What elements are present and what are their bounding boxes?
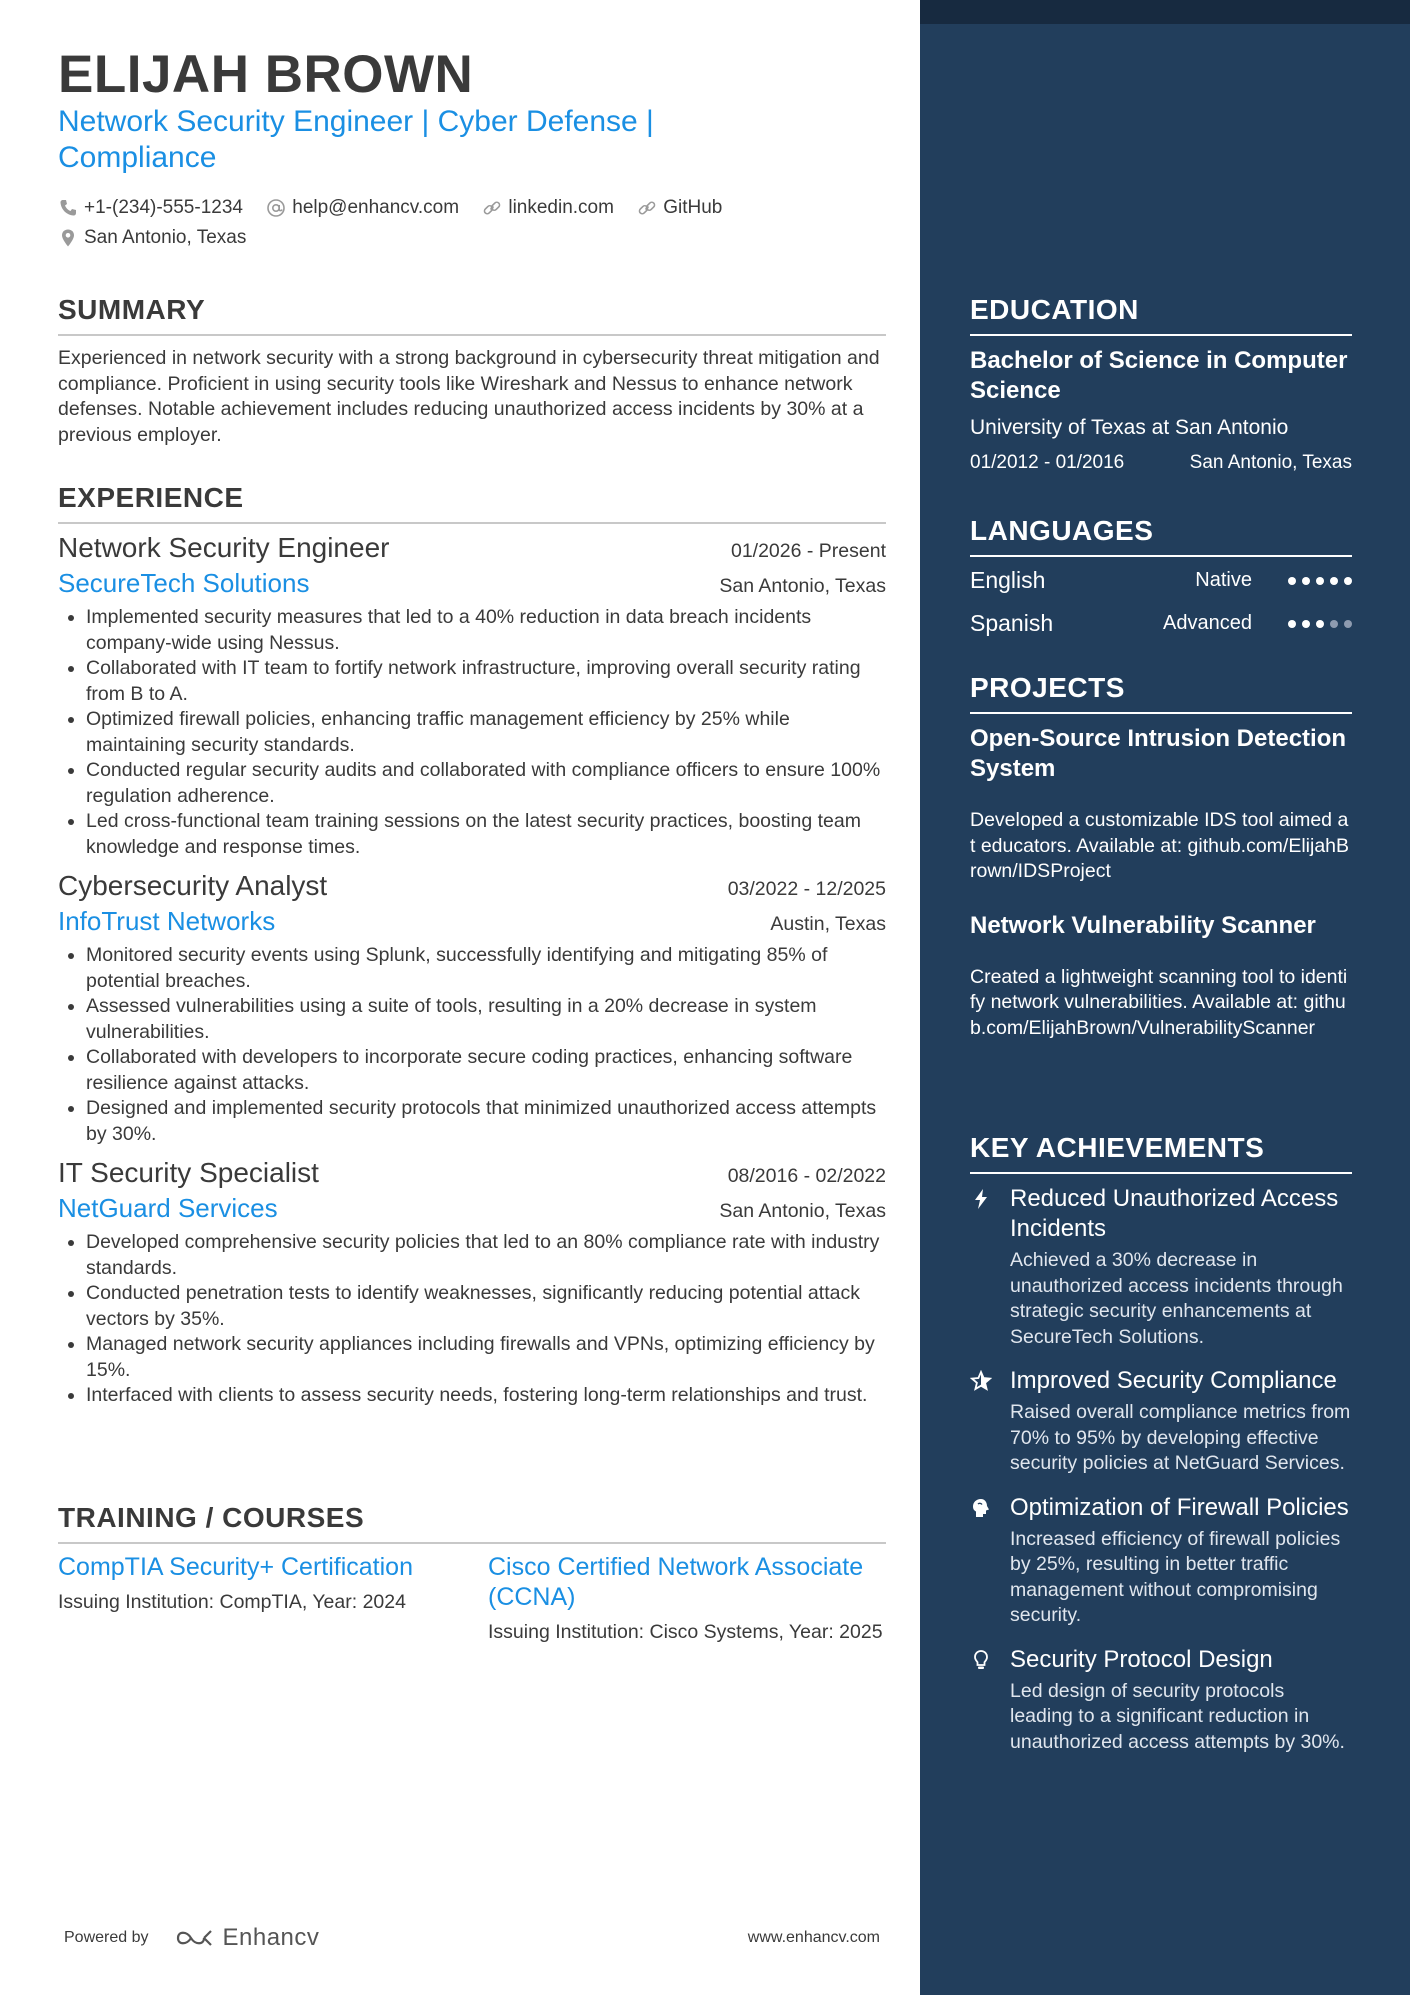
- list-item: • Monitored security events using Splunk, successfully identifying and mitigating 85% of potential breaches.: [86, 943, 886, 994]
- job-location: San Antonio, Texas: [719, 1200, 886, 1222]
- achievement-desc: Increased efficiency of firewall policies by 25%, resulting in better traffic management without compromising security.: [1010, 1527, 1341, 1626]
- job-location: Austin, Texas: [770, 913, 886, 935]
- brain-icon: [970, 1497, 992, 1519]
- contact-github[interactable]: [637, 194, 722, 222]
- job-date: 01/2026 - Present: [730, 540, 886, 562]
- section-divider: [970, 334, 1352, 336]
- section-divider: [58, 334, 886, 336]
- link-icon: [482, 198, 502, 218]
- course-desc: Issuing Institution: CompTIA, Year: 2024: [58, 1591, 406, 1613]
- list-item: • Collaborated with IT team to fortify network infrastructure, improving overall security rating from B to A.: [86, 656, 886, 707]
- enhancv-brand-text: Enhancv: [222, 1924, 320, 1951]
- lightning-icon: [970, 1188, 992, 1210]
- language-level: Native: [1195, 569, 1252, 591]
- job-location: San Antonio, Texas: [719, 575, 886, 597]
- project-title: Open-Source Intrusion Detection System: [970, 725, 1347, 782]
- achievement-item: [970, 1645, 1352, 1756]
- languages-title: LANGUAGES: [970, 515, 1154, 546]
- job-title: Network Security Engineer: [58, 532, 390, 563]
- job-date: 08/2016 - 02/2022: [727, 1165, 886, 1187]
- achievements-section: [970, 1132, 1352, 1755]
- experience-title: EXPERIENCE: [58, 482, 244, 513]
- course-desc: Issuing Institution: Cisco Systems, Year: 2025: [488, 1621, 883, 1643]
- section-divider: [970, 712, 1352, 714]
- education-dates: 01/2012 - 01/2016: [970, 452, 1125, 473]
- job-bullets: [58, 605, 886, 860]
- location-text: San Antonio, Texas: [84, 227, 247, 248]
- rating-dot-filled: [1316, 620, 1324, 628]
- summary-section: [58, 294, 886, 448]
- course-entry: [488, 1552, 886, 1646]
- github-text: GitHub: [663, 197, 723, 218]
- rating-dot-filled: [1316, 577, 1324, 585]
- course-entry: [58, 1552, 488, 1646]
- rating-dot-empty: [1344, 620, 1352, 628]
- job-company[interactable]: SecureTech Solutions: [58, 568, 310, 598]
- list-item: • Developed comprehensive security policies that led to an 80% compliance rate with industry standards.: [86, 1230, 886, 1281]
- achievements-title: KEY ACHIEVEMENTS: [970, 1132, 1265, 1163]
- rating-dot-filled: [1344, 577, 1352, 585]
- powered-by-text: Powered by: [64, 1929, 149, 1946]
- language-name: English: [970, 567, 1046, 593]
- headline: Network Security Engineer | Cyber Defense | Compliance: [58, 105, 654, 174]
- rating-dot-filled: [1288, 620, 1296, 628]
- list-item: • Designed and implemented security protocols that minimized unauthorized access attempts by 30%.: [86, 1096, 886, 1147]
- list-item: • Managed network security appliances including firewalls and VPNs, optimizing efficiency by 15%.: [86, 1332, 886, 1383]
- job-bullets: [58, 943, 886, 1147]
- education-location: San Antonio, Texas: [1189, 452, 1352, 473]
- training-section: [58, 1502, 886, 1646]
- list-item: • Optimized firewall policies, enhancing traffic management efficiency by 25% while maintaining security standards.: [86, 707, 886, 758]
- education-degree: Bachelor of Science in Computer Science: [970, 347, 1348, 404]
- at-icon: [266, 198, 286, 218]
- projects-section: [970, 672, 1352, 1041]
- sidebar: [920, 0, 1410, 1995]
- course-title[interactable]: Cisco Certified Network Associate (CCNA): [488, 1553, 864, 1611]
- project-title: Network Vulnerability Scanner: [970, 911, 1316, 939]
- job-entry: [58, 870, 886, 1147]
- language-name: Spanish: [970, 610, 1054, 636]
- list-item: • Led cross-functional team training sessions on the latest security practices, boosting team knowledge and response times.: [86, 809, 886, 860]
- footer: [64, 1924, 880, 1952]
- job-company[interactable]: InfoTrust Networks: [58, 906, 276, 936]
- contact-list: [58, 194, 858, 254]
- list-item: • Implemented security measures that led to a 40% reduction in data breach incidents company-wide using Nessus.: [86, 605, 886, 656]
- list-item: • Conducted regular security audits and collaborated with compliance officers to ensure 100% regulation adherence.: [86, 758, 886, 809]
- education-section: [970, 294, 1352, 474]
- link-icon: [637, 198, 657, 218]
- contact-email[interactable]: [266, 194, 459, 222]
- job-company[interactable]: NetGuard Services: [58, 1193, 278, 1223]
- training-title: TRAINING / COURSES: [58, 1502, 365, 1533]
- education-title: EDUCATION: [970, 294, 1139, 325]
- language-rating: [1282, 577, 1352, 585]
- section-divider: [58, 1542, 886, 1544]
- candidate-name: ELIJAH BROWN: [58, 45, 474, 104]
- achievement-item: [970, 1493, 1352, 1629]
- achievement-desc: Achieved a 30% decrease in unauthorized access incidents through strategic security enhancements at SecureTech Solutions.: [1010, 1249, 1343, 1348]
- project-desc: Developed a customizable IDS tool aimed at educators. Available at: github.com/ElijahBrown/IDSProject: [970, 809, 1350, 882]
- achievement-item: [970, 1184, 1352, 1350]
- lightbulb-icon: [970, 1649, 992, 1671]
- summary-title: SUMMARY: [58, 294, 206, 325]
- education-school: University of Texas at San Antonio: [970, 416, 1289, 439]
- experience-section: [58, 482, 886, 1409]
- contact-location: [58, 224, 246, 252]
- achievement-desc: Raised overall compliance metrics from 70% to 95% by developing effective security policies at NetGuard Services.: [1010, 1401, 1351, 1474]
- list-item: • Assessed vulnerabilities using a suite of tools, resulting in a 20% decrease in system vulnerabilities.: [86, 994, 886, 1045]
- enhancv-logo-icon: [175, 1926, 221, 1950]
- language-item: [970, 602, 1352, 645]
- enhancv-logo[interactable]: [175, 1924, 320, 1952]
- phone-icon: [58, 198, 78, 218]
- course-title[interactable]: CompTIA Security+ Certification: [58, 1553, 413, 1581]
- rating-dot-filled: [1302, 577, 1310, 585]
- languages-section: [970, 515, 1352, 645]
- section-divider: [970, 555, 1352, 557]
- email-text: help@enhancv.com: [292, 197, 460, 218]
- achievement-title: Optimization of Firewall Policies: [1010, 1493, 1349, 1521]
- rating-dot-filled: [1302, 620, 1310, 628]
- language-rating: [1282, 620, 1352, 628]
- language-level: Advanced: [1163, 612, 1252, 634]
- star-icon: [970, 1370, 992, 1392]
- location-pin-icon: [58, 228, 78, 248]
- job-entry: [58, 532, 886, 860]
- contact-phone[interactable]: [58, 194, 243, 222]
- achievement-desc: Led design of security protocols leading to a significant reduction in unauthorized access attempts by 30%.: [1010, 1679, 1345, 1753]
- linkedin-text: linkedin.com: [508, 197, 614, 218]
- list-item: • Collaborated with developers to incorporate secure coding practices, enhancing software resilience against attacks.: [86, 1045, 886, 1096]
- section-divider: [58, 522, 886, 524]
- achievement-title: Security Protocol Design: [1010, 1645, 1273, 1673]
- achievement-item: [970, 1366, 1352, 1477]
- job-title: Cybersecurity Analyst: [58, 870, 328, 901]
- job-title: IT Security Specialist: [58, 1157, 319, 1188]
- language-item: [970, 559, 1352, 602]
- rating-dot-filled: [1330, 577, 1338, 585]
- phone-text: +1-(234)-555-1234: [84, 197, 243, 218]
- job-bullets: [58, 1230, 886, 1409]
- job-entry: [58, 1157, 886, 1409]
- summary-text: Experienced in network security with a strong background in cybersecurity threat mitigation and compliance. Proficient in using security tools like Wireshark and Nessus to enhance network defenses. Notable achievement includes reducing unauthorized access incidents by 30% at a previous employer.: [58, 347, 880, 446]
- sidebar-top-bar: [920, 0, 1410, 24]
- achievement-title: Improved Security Compliance: [1010, 1367, 1337, 1394]
- section-divider: [970, 1172, 1352, 1174]
- projects-title: PROJECTS: [970, 672, 1125, 703]
- rating-dot-filled: [1288, 577, 1296, 585]
- rating-dot-empty: [1330, 620, 1338, 628]
- footer-url[interactable]: www.enhancv.com: [747, 1929, 880, 1946]
- job-date: 03/2022 - 12/2025: [727, 878, 886, 900]
- list-item: • Interfaced with clients to assess security needs, fostering long-term relationships and trust.: [86, 1383, 886, 1409]
- contact-linkedin[interactable]: [482, 194, 614, 222]
- achievement-title: Reduced Unauthorized Access Incidents: [1010, 1185, 1339, 1242]
- list-item: • Conducted penetration tests to identify weaknesses, significantly reducing potential attack vectors by 35%.: [86, 1281, 886, 1332]
- project-desc: Created a lightweight scanning tool to identify network vulnerabilities. Available at: github.com/ElijahBrown/VulnerabilityScanner: [970, 965, 1348, 1039]
